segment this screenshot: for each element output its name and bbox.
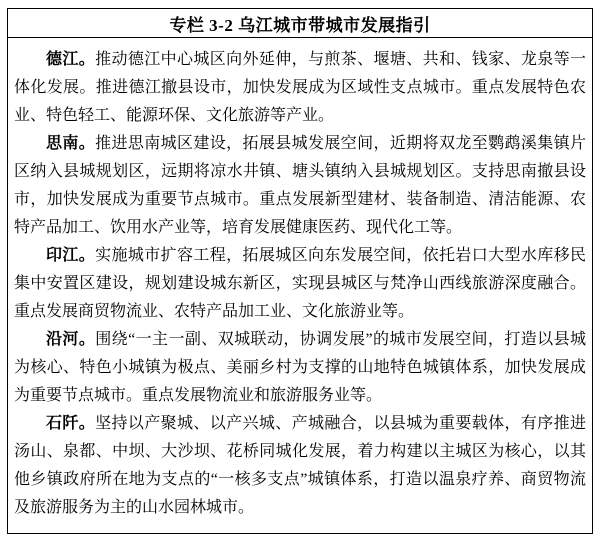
paragraph-lead-shiqian: 石阡。 <box>46 415 96 432</box>
panel-body <box>8 38 592 522</box>
paragraph-lead-yinjiang: 印江。 <box>46 247 96 264</box>
paragraph-yinjiang <box>14 242 586 326</box>
paragraph-sinan <box>14 130 586 242</box>
panel-title: 专栏 3-2 乌江城市带城市发展指引 <box>8 9 592 38</box>
column-panel <box>7 8 593 534</box>
paragraph-text-shiqian: 坚持以产聚城、以产兴城、产城融合，以县城为重要载体，有序推进汤山、泉都、中坝、大沙坝、花桥同城化发展，着力构建以主城区为核心，以其他乡镇政府所在地为支点的“一核多支点”城镇体系，打造以温泉疗养、商贸物流及旅游服务为主的山水园林城市。 <box>14 415 586 516</box>
paragraph-lead-yanhe: 沿河。 <box>46 331 96 348</box>
paragraph-text-yinjiang: 实施城市扩容工程，拓展城区向东发展空间，依托岩口大型水库移民集中安置区建设，规划建设城东新区，实现县城区与梵净山西线旅游深度融合。重点发展商贸物流业、农特产品加工业、文化旅游业等。 <box>14 247 586 320</box>
paragraph-text-dejiang: 推动德江中心城区向外延伸，与煎茶、堰塘、共和、钱家、龙泉等一体化发展。推进德江撤县设市，加快发展成为区域性支点城市。重点发展特色农业、特色轻工、能源环保、文化旅游等产业。 <box>14 51 586 124</box>
paragraph-text-sinan: 推进思南城区建设，拓展县城发展空间，近期将双龙至鹦鹉溪集镇片区纳入县城规划区，远期将凉水井镇、塘头镇纳入县城规划区。支持思南撤县设市，加快发展成为重要节点城市。重点发展新型建材、装备制造、清洁能源、农特产品加工、饮用水产业等，培育发展健康医药、现代化工等。 <box>14 135 586 236</box>
paragraph-lead-sinan: 思南。 <box>46 135 96 152</box>
paragraph-shiqian <box>14 410 586 522</box>
paragraph-yanhe <box>14 326 586 410</box>
paragraph-text-yanhe: 围绕“一主一副、双城联动，协调发展”的城市发展空间，打造以县城为核心、特色小城镇为极点、美丽乡村为支撑的山地特色城镇体系，加快发展成为重要节点城市。重点发展物流业和旅游服务业等。 <box>14 331 586 404</box>
paragraph-lead-dejiang: 德江。 <box>46 51 96 68</box>
paragraph-dejiang <box>14 46 586 130</box>
